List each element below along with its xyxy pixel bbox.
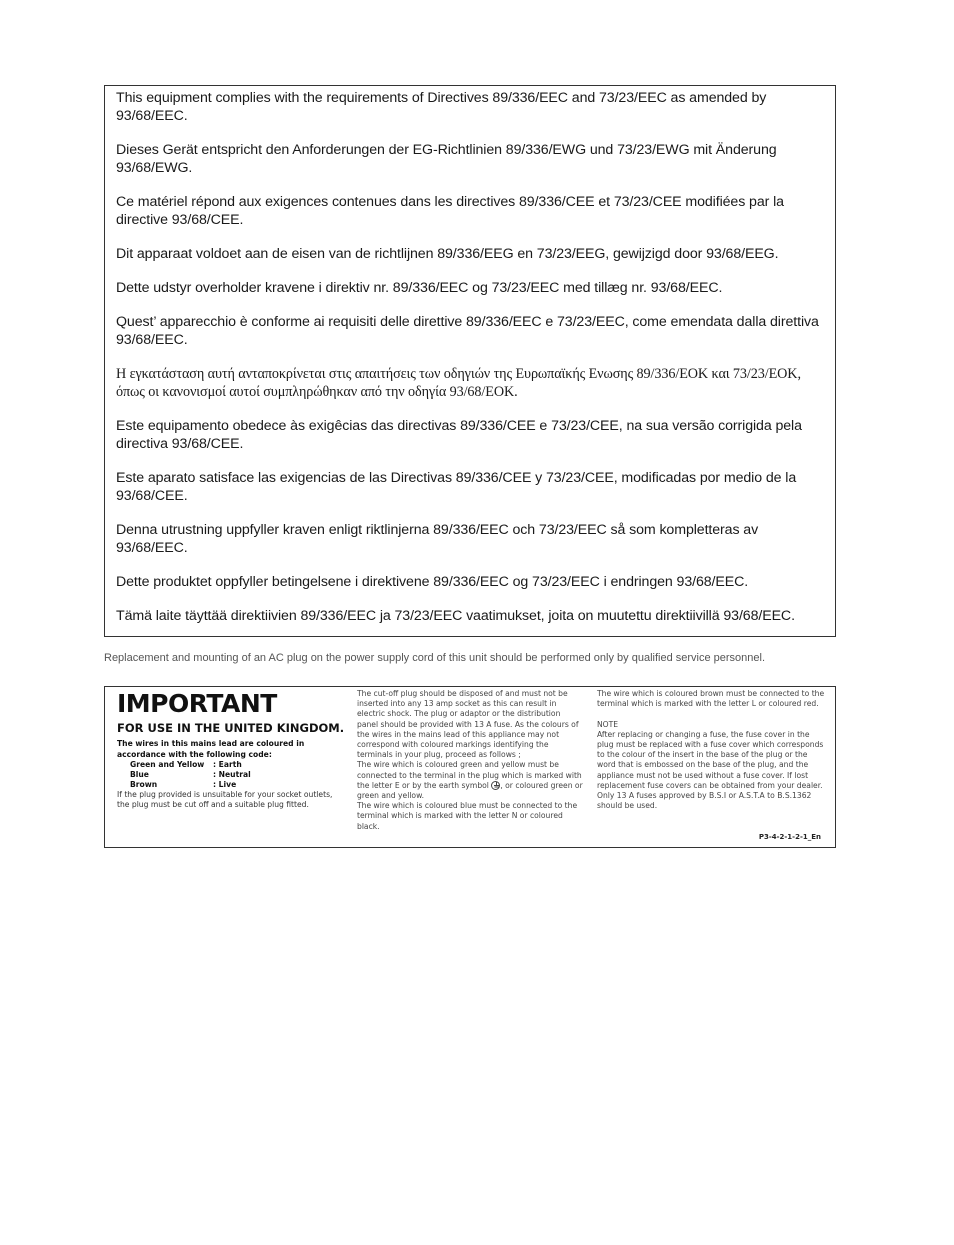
cut-off-plug-text-a: The cut-off plug should be disposed of and must not be inserted into any 13 amp socket as this can result in electric shock. The plug or adaptor or the distribution panel should be provided with 13 A fuse. As the colours of the wires in the mains lead of this appliance may not correspond with coloured markings identifying the terminals in your plug, proceed as follows ; The wire which is coloured green and yellow must be connected to the terminal in the plug which is marked with the letter E or by the earth symbol [357, 689, 582, 790]
important-box [104, 686, 836, 848]
wire-row-live [117, 780, 345, 790]
unsuitable-plug-note: If the plug provided is unsuitable for your socket outlets, the plug must be cut off and a suitable plug fitted. [117, 790, 333, 810]
wire-color: Green and Yellow [130, 760, 205, 769]
reference-code: P3-4-2-1-2-1_En [758, 833, 821, 841]
directive-greek: Η εγκατάσταση αυτή ανταποκρίνεται στις απαιτήσεις των οδηγιών της Ευρωπαϊκής Ενωσης 89/336/ΕΟΚ και 73/23/ΕΟΚ, όπως οι κανονισμοί αυτοί συμπληρώθηκαν από την οδηγία 93/68/ΕΟΚ. [116, 366, 801, 400]
important-column-1 [117, 687, 345, 810]
important-subtitle: FOR USE IN THE UNITED KINGDOM. [117, 721, 345, 735]
directive-swedish: Denna utrustning uppfyller kraven enligt riktlinjerna 89/336/EEC och 73/23/EEC så som kompletteras av 93/68/EEC. [116, 522, 759, 556]
wire-code: : Earth [213, 760, 242, 769]
directive-spanish: Este aparato satisface las exigencias de las Directivas 89/336/CEE y 73/23/CEE, modificadas por medio de la 93/68/CEE. [116, 470, 797, 504]
directive-german: Dieses Gerät entspricht den Anforderungen der EG-Richtlinien 89/336/EWG und 73/23/EWG mit Änderung 93/68/EWG. [116, 142, 777, 176]
directive-norwegian: Dette produktet oppfyller betingelsene i direktivene 89/336/EEC og 73/23/EEC i endringen 93/68/EEC. [116, 574, 749, 590]
important-column-3 [597, 687, 825, 811]
important-title: IMPORTANT [117, 689, 277, 718]
directive-english: This equipment complies with the requirements of Directives 89/336/EEC and 73/23/EEC as amended by 93/68/EEC. [116, 90, 767, 124]
directives-box [104, 85, 836, 637]
directive-finnish: Tämä laite täyttää direktiivien 89/336/EEC ja 73/23/EEC vaatimukset, joita on muutettu direktiivillä 93/68/EEC. [116, 608, 795, 624]
wire-color: Brown [130, 780, 158, 789]
brown-wire-and-note-text: The wire which is coloured brown must be connected to the terminal which is marked with the letter L or coloured red. NOTE After replacing or changing a fuse, the fuse cover in the plug must be replaced with a fuse cover which corresponds to the colour of the insert in the base of the plug or the word that is embossed on the base of the plug, and the appliance must not be used without a fuse cover. If lost replacement fuse covers can be obtained from your dealer. Only 13 A fuses approved by B.S.I or A.S.T.A to B.S.1362 should be used. [597, 689, 825, 811]
cut-off-plug-text [357, 689, 583, 832]
cut-off-plug-text-b: , or coloured green or green and yellow. The wire which is coloured blue must be connected to the terminal which is marked with the letter N or coloured black. [357, 780, 583, 831]
important-column-2 [357, 687, 583, 832]
wire-row-earth [117, 760, 345, 770]
wire-code: : Live [213, 780, 237, 789]
replacement-note: Replacement and mounting of an AC plug on the power supply cord of this unit should be performed only by qualified service personnel. [104, 652, 766, 664]
wire-color: Blue [130, 770, 149, 779]
wire-code: : Neutral [213, 770, 251, 779]
wires-intro: The wires in this mains lead are coloured in accordance with the following code: [117, 739, 305, 759]
directive-french: Ce matériel répond aux exigences contenues dans les directives 89/336/CEE et 73/23/CEE modifiées par la directive 93/68/CEE. [116, 194, 784, 228]
earth-symbol-icon [491, 781, 500, 790]
directive-dutch: Dit apparaat voldoet aan de eisen van de richtlijnen 89/336/EEG en 73/23/EEG, gewijzigd door 93/68/EEG. [116, 246, 779, 262]
directive-danish: Dette udstyr overholder kravene i direktiv nr. 89/336/EEC og 73/23/EEC med tillæg nr. 93/68/EEC. [116, 280, 723, 296]
wire-row-neutral [117, 770, 345, 780]
directive-italian: Quest’ apparecchio è conforme ai requisiti delle direttive 89/336/EEC e 73/23/EEC, come emendata dalla direttiva 93/68/EEC. [116, 314, 819, 348]
directive-portuguese: Este equipamento obedece às exigêcias das directivas 89/336/CEE e 73/23/CEE, na sua versão corrigida pela directiva 93/68/CEE. [116, 418, 802, 452]
